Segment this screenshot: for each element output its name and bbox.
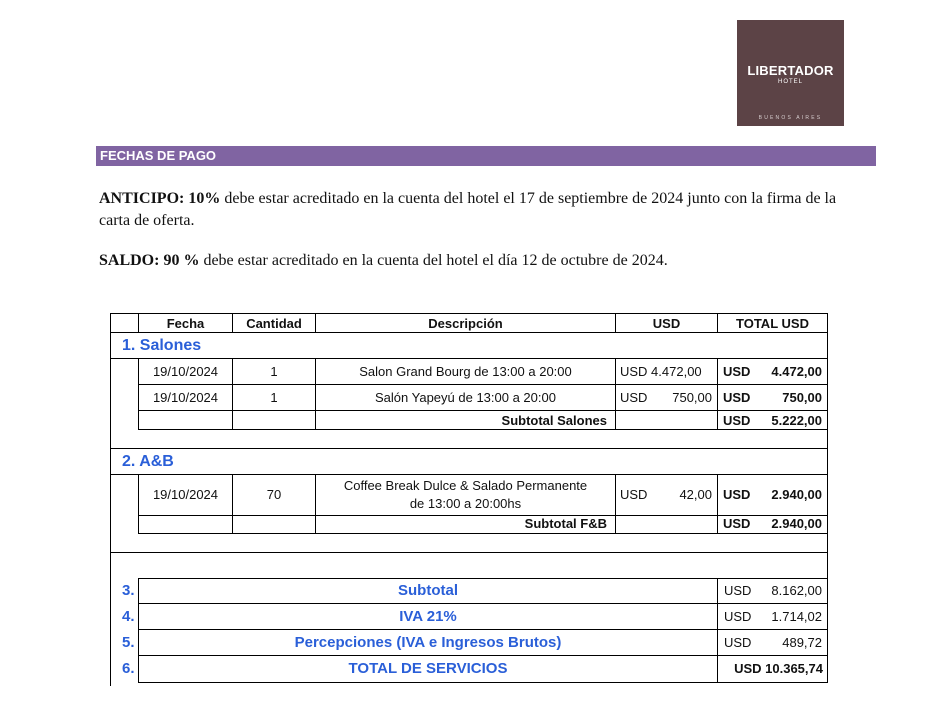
table-border-left <box>110 313 111 686</box>
salones-row-1-fecha: 19/10/2024 <box>152 364 219 379</box>
salones-row-1-cantidad: 1 <box>270 364 278 379</box>
section-salones: 1. Salones <box>122 337 202 354</box>
header-cantidad: Cantidad <box>246 316 302 331</box>
anticipo-percent: 10% <box>188 190 221 207</box>
subtotal-fb-currency: USD <box>723 516 751 531</box>
anticipo-text: debe estar acreditado en la cuenta del hotel el 17 de septiembre de 2024 junto con la firma de la carta de oferta. <box>99 190 837 229</box>
ab-row-descripcion-line-1: Coffee Break Dulce & Salado Permanente <box>343 478 588 493</box>
hotel-logo <box>737 20 844 126</box>
table-line <box>110 332 828 333</box>
total-4-number: 4. <box>122 608 135 625</box>
header-total-usd: TOTAL USD <box>736 316 809 331</box>
table-line <box>138 603 828 604</box>
salones-row-2-usd: 750,00 <box>672 390 712 405</box>
table-line <box>110 358 828 359</box>
total-servicios-value: USD 10.365,74 <box>734 661 823 676</box>
header-usd: USD <box>652 316 681 331</box>
total-3-currency: USD <box>724 583 752 598</box>
total-3-number: 3. <box>122 582 135 599</box>
anticipo-paragraph <box>99 188 859 232</box>
table-line <box>138 682 828 683</box>
salones-row-1-total-currency: USD <box>723 364 751 379</box>
ab-row-descripcion-line-2: de 13:00 a 20:00hs <box>409 496 522 511</box>
saldo-text: debe estar acreditado en la cuenta del hotel el día 12 de octubre de 2024. <box>199 252 668 269</box>
subtotal-salones-label: Subtotal Salones <box>501 413 607 428</box>
salones-row-2-usd-currency: USD <box>620 390 648 405</box>
salones-row-1-usd: USD 4.472,00 <box>620 364 702 379</box>
total-3-value: 8.162,00 <box>771 583 822 598</box>
table-line <box>138 578 828 579</box>
table-line <box>232 474 233 534</box>
table-border-top <box>110 313 828 314</box>
pricing-table <box>110 313 828 686</box>
table-line <box>110 474 828 475</box>
table-line <box>138 474 139 534</box>
saldo-percent: 90 % <box>163 252 200 269</box>
subtotal-fb-value: 2.940,00 <box>771 516 822 531</box>
total-4-value: 1.714,02 <box>771 609 822 624</box>
subtotal-salones-value: 5.222,00 <box>771 413 822 428</box>
header-fecha: Fecha <box>166 316 205 331</box>
total-4-label: IVA 21% <box>399 608 457 625</box>
total-5-value: 489,72 <box>782 635 822 650</box>
saldo-paragraph <box>99 250 859 272</box>
table-line <box>110 448 828 449</box>
salones-row-2-fecha: 19/10/2024 <box>152 390 219 405</box>
logo-subtitle: HOTEL <box>777 79 803 85</box>
saldo-label: SALDO: <box>99 252 160 269</box>
ab-row-fecha: 19/10/2024 <box>152 487 219 502</box>
table-line <box>717 474 718 534</box>
logo-city: BUENOS AIRES <box>758 115 823 121</box>
table-line <box>138 429 828 430</box>
subtotal-fb-label: Subtotal F&B <box>524 516 607 531</box>
table-line <box>138 655 828 656</box>
total-servicios-label: TOTAL DE SERVICIOS <box>348 660 508 677</box>
total-5-currency: USD <box>724 635 752 650</box>
salones-row-1-descripcion: Salon Grand Bourg de 13:00 a 20:00 <box>359 364 572 379</box>
salones-row-1-total: 4.472,00 <box>771 364 822 379</box>
salones-row-2-cantidad: 1 <box>270 390 278 405</box>
section-title-bar: FECHAS DE PAGO <box>96 146 876 166</box>
ab-row-usd: 42,00 <box>679 487 712 502</box>
table-line <box>138 533 828 534</box>
total-4-currency: USD <box>724 609 752 624</box>
table-line <box>138 629 828 630</box>
section-ab: 2. A&B <box>122 453 174 470</box>
salones-row-2-total: 750,00 <box>782 390 822 405</box>
ab-row-cantidad: 70 <box>266 487 282 502</box>
total-5-number: 5. <box>122 634 135 651</box>
logo-name: LIBERTADOR <box>747 63 834 78</box>
ab-row-total-currency: USD <box>723 487 751 502</box>
table-line <box>138 410 828 411</box>
total-5-label: Percepciones (IVA e Ingresos Brutos) <box>294 634 562 651</box>
subtotal-salones-currency: USD <box>723 413 751 428</box>
table-line <box>110 552 828 553</box>
salones-row-2-total-currency: USD <box>723 390 751 405</box>
salones-row-2-descripcion: Salón Yapeyú de 13:00 a 20:00 <box>375 390 556 405</box>
total-3-label: Subtotal <box>398 582 458 599</box>
table-line <box>138 384 828 385</box>
ab-row-usd-currency: USD <box>620 487 648 502</box>
header-descripcion: Descripción <box>428 316 503 331</box>
table-border-right <box>827 313 828 683</box>
ab-row-total: 2.940,00 <box>771 487 822 502</box>
total-6-number: 6. <box>122 660 135 677</box>
table-line <box>717 358 718 430</box>
anticipo-label: ANTICIPO: <box>99 190 185 207</box>
